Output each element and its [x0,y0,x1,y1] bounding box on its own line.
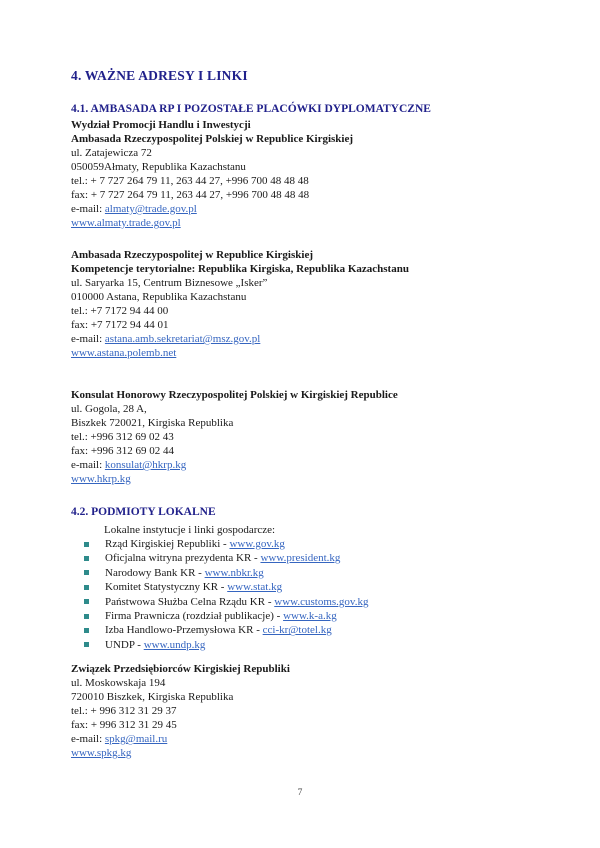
fax-line: fax: + 7 727 264 79 11, 263 44 27, +996 700 48 48 48 [71,189,310,201]
org-subtitle: Kompetencje terytorialne: Republika Kirgiska, Republika Kazachstanu [71,263,409,275]
list-item [71,537,550,551]
phone-line: tel.: +996 312 69 02 43 [71,431,174,443]
email-link[interactable]: spkg@mail.ru [104,733,168,746]
list-item-link[interactable]: www.gov.kg [229,538,285,550]
list-item [71,580,550,594]
contact-block-association [71,662,550,760]
phone-line: tel.: + 996 312 31 29 37 [71,705,177,718]
list-item-link[interactable]: www.undp.kg [143,638,206,651]
address-line: ul. Saryarka 15, Centrum Biznesowe „Isker” [71,277,268,289]
square-bullet-icon [84,614,89,619]
list-item-label: Izba Handlowo-Przemysłowa KR - [105,624,263,637]
email-label: e-mail: [71,459,105,471]
address-line: 010000 Astana, Republika Kazachstanu [71,291,247,303]
list-item [71,595,550,609]
page-number: 7 [297,788,303,798]
email-label: e-mail: [71,733,105,746]
website-link[interactable]: www.astana.polemb.net [71,347,177,359]
email-line [71,458,550,472]
address-line: Biszkek 720021, Kirgiska Republika [71,417,234,429]
email-link[interactable]: konsulat@hkrp.kg [104,459,187,471]
website-link[interactable]: www.spkg.kg [71,747,132,760]
fax-line: fax: +996 312 69 02 44 [71,445,175,457]
square-bullet-icon [84,570,89,575]
list-item [71,638,550,652]
square-bullet-icon [84,628,89,633]
section-4-2-heading: 4.2. PODMIOTY LOKALNE [71,506,216,518]
list-item [71,551,550,565]
list-item [71,566,550,580]
org-name: Wydział Promocji Handlu i Inwestycji [71,119,251,131]
address-line: ul. Gogola, 28 A, [71,403,147,415]
square-bullet-icon [84,585,89,590]
list-item [71,609,550,623]
org-name: Ambasada Rzeczypospolitej Polskiej w Republice Kirgiskiej [71,133,354,145]
list-item-label: UNDP - [105,638,144,651]
email-line [71,332,550,346]
list-item-link[interactable]: www.nbkr.kg [204,566,264,579]
list-item-link[interactable]: www.k-a.kg [283,610,337,623]
square-bullet-icon [84,542,89,547]
org-name: Związek Przedsiębiorców Kirgiskiej Republiki [71,663,290,676]
address-line: 050059Ałmaty, Republika Kazachstanu [71,161,246,173]
phone-line: tel.: +7 7172 94 44 00 [71,305,169,317]
org-name: Konsulat Honorowy Rzeczypospolitej Polskiej w Kirgiskiej Republice [71,389,398,401]
address-line: 720010 Biszkek, Kirgiska Republika [71,691,234,704]
email-line [71,732,550,746]
website-line [71,472,550,486]
list-item [71,623,550,637]
website-link[interactable]: www.almaty.trade.gov.pl [71,217,181,229]
fax-line: fax: + 996 312 31 29 45 [71,719,177,732]
email-line [71,202,550,216]
list-item-label: Rząd Kirgiskiej Republiki - [105,538,230,550]
square-bullet-icon [84,642,89,647]
website-line [71,216,550,230]
fax-line: fax: +7 7172 94 44 01 [71,319,169,331]
website-link[interactable]: www.hkrp.kg [71,473,131,485]
org-name: Ambasada Rzeczypospolitej w Republice Kirgiskiej [71,249,313,261]
list-item-label: Komitet Statystyczny KR - [105,581,228,594]
phone-line: tel.: + 7 727 264 79 11, 263 44 27, +996 700 48 48 48 [71,175,309,187]
list-item-label: Państwowa Służba Celna Rządu KR - [105,595,275,608]
local-links-intro: Lokalne instytucje i linki gospodarcze: [104,524,276,536]
contact-block-consulate [71,388,550,486]
email-label: e-mail: [71,333,105,345]
list-item-link[interactable]: www.customs.gov.kg [274,595,369,608]
list-item-link[interactable]: www.stat.kg [227,581,283,594]
email-link[interactable]: astana.amb.sekretariat@msz.gov.pl [104,333,261,345]
local-links-list [71,537,550,652]
contact-block-trade-office [71,118,550,230]
list-item-link[interactable]: www.president.kg [260,552,341,565]
square-bullet-icon [84,599,89,604]
website-line [71,746,550,760]
email-label: e-mail: [71,203,105,215]
list-item-label: Oficjalna witryna prezydenta KR - [105,552,261,565]
page-content [71,68,550,760]
square-bullet-icon [84,556,89,561]
email-link[interactable]: almaty@trade.gov.pl [104,203,197,215]
list-item-link[interactable]: cci-kr@totel.kg [262,624,332,637]
list-item-label: Narodowy Bank KR - [105,566,205,579]
page-title: 4. WAŻNE ADRESY I LINKI [71,68,248,83]
contact-block-embassy-astana [71,248,550,360]
list-item-label: Firma Prawnicza (rozdział publikacje) - [105,610,284,623]
section-4-1-heading: 4.1. AMBASADA RP I POZOSTAŁE PLACÓWKI DYPLOMATYCZNE [71,103,431,115]
address-line: ul. Moskowskaja 194 [71,677,166,690]
address-line: ul. Zatajewicza 72 [71,147,152,159]
website-line [71,346,550,360]
